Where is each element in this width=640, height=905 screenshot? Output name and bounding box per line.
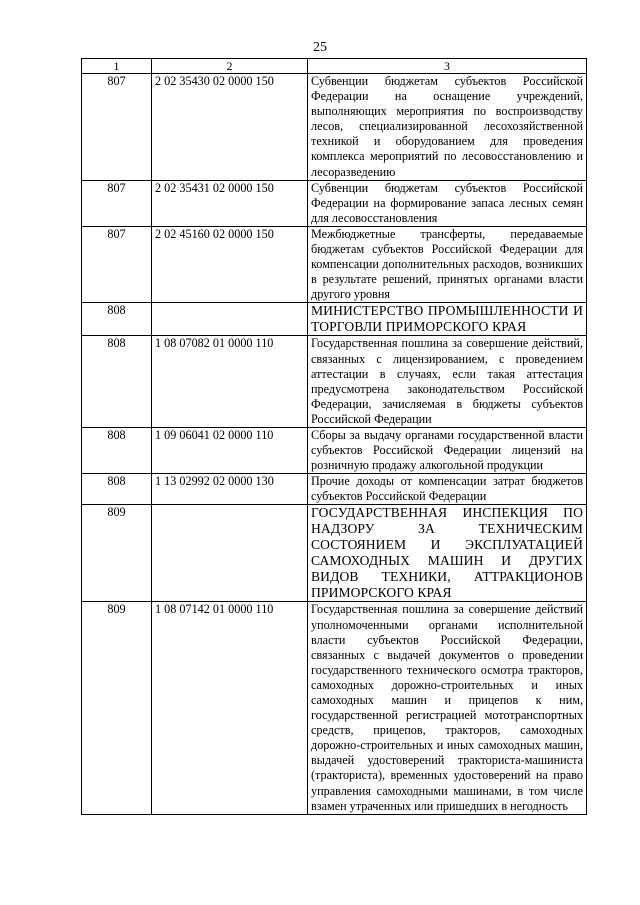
admin-code-cell: 809 — [82, 602, 152, 814]
revenue-code-cell: 2 02 45160 02 0000 150 — [152, 226, 308, 302]
revenue-description-cell: Прочие доходы от компенсации затрат бюджетов субъектов Российской Федерации — [308, 474, 587, 505]
revenue-code-cell: 1 08 07142 01 0000 110 — [152, 602, 308, 814]
table-row — [82, 602, 587, 814]
revenue-code-cell — [152, 303, 308, 336]
revenue-code-cell: 1 09 06041 02 0000 110 — [152, 427, 308, 473]
admin-code-cell: 808 — [82, 336, 152, 428]
admin-code-cell: 809 — [82, 505, 152, 602]
admin-code-cell: 807 — [82, 226, 152, 302]
table-row — [82, 505, 587, 602]
admin-code-cell: 808 — [82, 427, 152, 473]
revenue-code-cell — [152, 505, 308, 602]
admin-code-cell: 808 — [82, 303, 152, 336]
admin-code-cell: 808 — [82, 474, 152, 505]
column-header-1: 1 — [82, 59, 152, 74]
revenue-description-cell: Государственная пошлина за совершение действий уполномоченными органами исполнительной власти субъектов Российской Федерации, связанных с выдачей документов о проведении государственного технического осмотра тракторов, самоходных дорожно-строительных и иных самоходных машин и прицепов к ним, государственной регистрацией мототранспортных средств, прицепов, тракторов, самоходных дорожно-строительных и иных самоходных машин, выдачей удостоверений тракториста-машиниста (тракториста), временных удостоверений на право управления самоходными машинами, в том числе взамен утраченных или пришедших в негодность — [308, 602, 587, 814]
column-header-3: 3 — [308, 59, 587, 74]
table-row — [82, 226, 587, 302]
table-row — [82, 336, 587, 428]
administrator-name-cell: ГОСУДАРСТВЕННАЯ ИНСПЕКЦИЯ ПО НАДЗОРУ ЗА ТЕХНИЧЕСКИМ СОСТОЯНИЕМ И ЭКСПЛУАТАЦИЕЙ САМОХОДНЫХ МАШИН И ДРУГИХ ВИДОВ ТЕХНИКИ, АТТРАКЦИОНОВ ПРИМОРСКОГО КРАЯ — [308, 505, 587, 602]
table-header-row — [82, 59, 587, 74]
revenue-description-cell: Субвенции бюджетам субъектов Российской Федерации на формирование запаса лесных семян для лесовосстановления — [308, 180, 587, 226]
revenue-code-cell: 1 08 07082 01 0000 110 — [152, 336, 308, 428]
revenue-description-cell: Государственная пошлина за совершение действий, связанных с лицензированием, с проведением аттестации в случаях, если такая аттестация предусмотрена законодательством Российской Федерации, зачисляемая в бюджеты субъектов Российской Федерации — [308, 336, 587, 428]
table-row — [82, 427, 587, 473]
admin-code-cell: 807 — [82, 180, 152, 226]
table-row — [82, 74, 587, 181]
table-row — [82, 474, 587, 505]
administrator-name-cell: МИНИСТЕРСТВО ПРОМЫШЛЕННОСТИ И ТОРГОВЛИ ПРИМОРСКОГО КРАЯ — [308, 303, 587, 336]
revenue-codes-table — [81, 58, 587, 815]
column-header-2: 2 — [152, 59, 308, 74]
page-number: 25 — [313, 40, 327, 55]
table-row — [82, 303, 587, 336]
revenue-description-cell: Субвенции бюджетам субъектов Российской Федерации на оснащение учреждений, выполняющих мероприятия по воспроизводству лесов, специализированной лесохозяйственной техникой и оборудованием для проведения комплекса мероприятий по лесовосстановлению и лесоразведению — [308, 74, 587, 181]
admin-code-cell: 807 — [82, 74, 152, 181]
table-row — [82, 180, 587, 226]
revenue-description-cell: Межбюджетные трансферты, передаваемые бюджетам субъектов Российской Федерации для компенсации дополнительных расходов, возникших в результате решений, принятых органами власти другого уровня — [308, 226, 587, 302]
revenue-code-cell: 1 13 02992 02 0000 130 — [152, 474, 308, 505]
revenue-description-cell: Сборы за выдачу органами государственной власти субъектов Российской Федерации лицензий на розничную продажу алкогольной продукции — [308, 427, 587, 473]
revenue-code-cell: 2 02 35430 02 0000 150 — [152, 74, 308, 181]
revenue-code-cell: 2 02 35431 02 0000 150 — [152, 180, 308, 226]
